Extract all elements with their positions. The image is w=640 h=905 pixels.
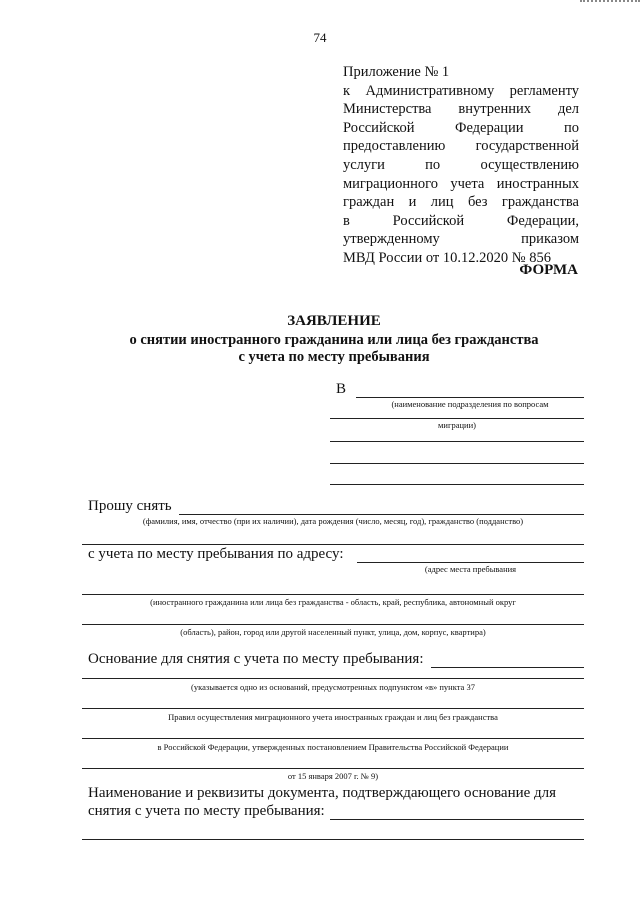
appendix-line: услуги по осуществлению (343, 156, 579, 173)
field-department-3[interactable] (330, 441, 584, 442)
field-department-4[interactable] (330, 463, 584, 464)
appendix-block (343, 63, 579, 268)
field-applicant[interactable] (179, 514, 584, 515)
basis-caption-2: Правил осуществления миграционного учета иностранных граждан и лиц без гражданства (168, 712, 498, 722)
statement-subtitle: о снятии иностранного гражданина или лица без гражданства (129, 332, 539, 348)
address-caption-2: (иностранного гражданина или лица без гражданства - область, край, республика, автономный округ (150, 597, 516, 607)
appendix-last-line: МВД России от 10.12.2020 № 856 (343, 249, 551, 266)
statement-subtitle: с учета по месту пребывания (238, 349, 430, 365)
appendix-line: миграционного учета иностранных (343, 175, 579, 192)
applicant-caption: (фамилия, имя, отчество (при их наличии), дата рождения (число, месяц, год), гражданство (подданство) (142, 516, 524, 526)
field-basis-2[interactable] (82, 678, 584, 679)
appendix-line: к Административному регламенту (343, 82, 579, 99)
field-department-2[interactable] (330, 418, 584, 419)
document-label: Наименование и реквизиты документа, подтверждающего основание для (88, 785, 557, 801)
basis-caption-3: в Российской Федерации, утвержденных постановлением Правительства Российской Федерации (157, 742, 509, 752)
appendix-line: граждан и лиц без гражданства (343, 194, 579, 211)
basis-label: Основание для снятия с учета по месту пребывания: (88, 651, 424, 667)
department-caption-2: миграции) (438, 420, 476, 430)
appendix-line: Министерства внутренних дел (343, 101, 579, 118)
field-basis-3[interactable] (82, 708, 584, 709)
field-address[interactable] (357, 562, 584, 563)
appendix-title: Приложение № 1 (343, 64, 450, 80)
appendix-line: утвержденному приказом (343, 231, 579, 248)
field-document[interactable] (330, 819, 584, 820)
statement-title: ЗАЯВЛЕНИЕ (287, 313, 381, 329)
field-basis-4[interactable] (82, 738, 584, 739)
field-department[interactable] (356, 397, 584, 398)
field-department-5[interactable] (330, 484, 584, 485)
address-caption-3: (область), район, город или другой населенный пункт, улица, дом, корпус, квартира) (180, 627, 486, 637)
department-caption: (наименование подразделения по вопросам (391, 399, 549, 409)
appendix-line: в Российской Федерации, (343, 212, 579, 229)
appendix-line: предоставлению государственной (343, 138, 579, 155)
field-applicant-2[interactable] (82, 544, 584, 545)
page-number: 74 (313, 30, 327, 45)
field-address-2[interactable] (82, 594, 584, 595)
basis-caption: (указывается одно из оснований, предусмотренных подпунктом «в» пункта 37 (191, 682, 475, 692)
form-label: ФОРМА (519, 262, 578, 278)
request-label: Прошу снять (88, 498, 172, 514)
appendix-line: Российской Федерации по (343, 119, 579, 136)
address-label: с учета по месту пребывания по адресу: (88, 546, 344, 562)
document-label-2: снятия с учета по месту пребывания: (88, 803, 325, 819)
field-address-3[interactable] (82, 624, 584, 625)
basis-caption-4: от 15 января 2007 г. № 9) (287, 771, 379, 781)
field-document-2[interactable] (82, 839, 584, 840)
address-caption: (адрес места пребывания (424, 564, 517, 574)
to-prefix: В (336, 381, 347, 397)
corner-mark (580, 0, 640, 16)
field-basis[interactable] (431, 667, 584, 668)
field-basis-5[interactable] (82, 768, 584, 769)
